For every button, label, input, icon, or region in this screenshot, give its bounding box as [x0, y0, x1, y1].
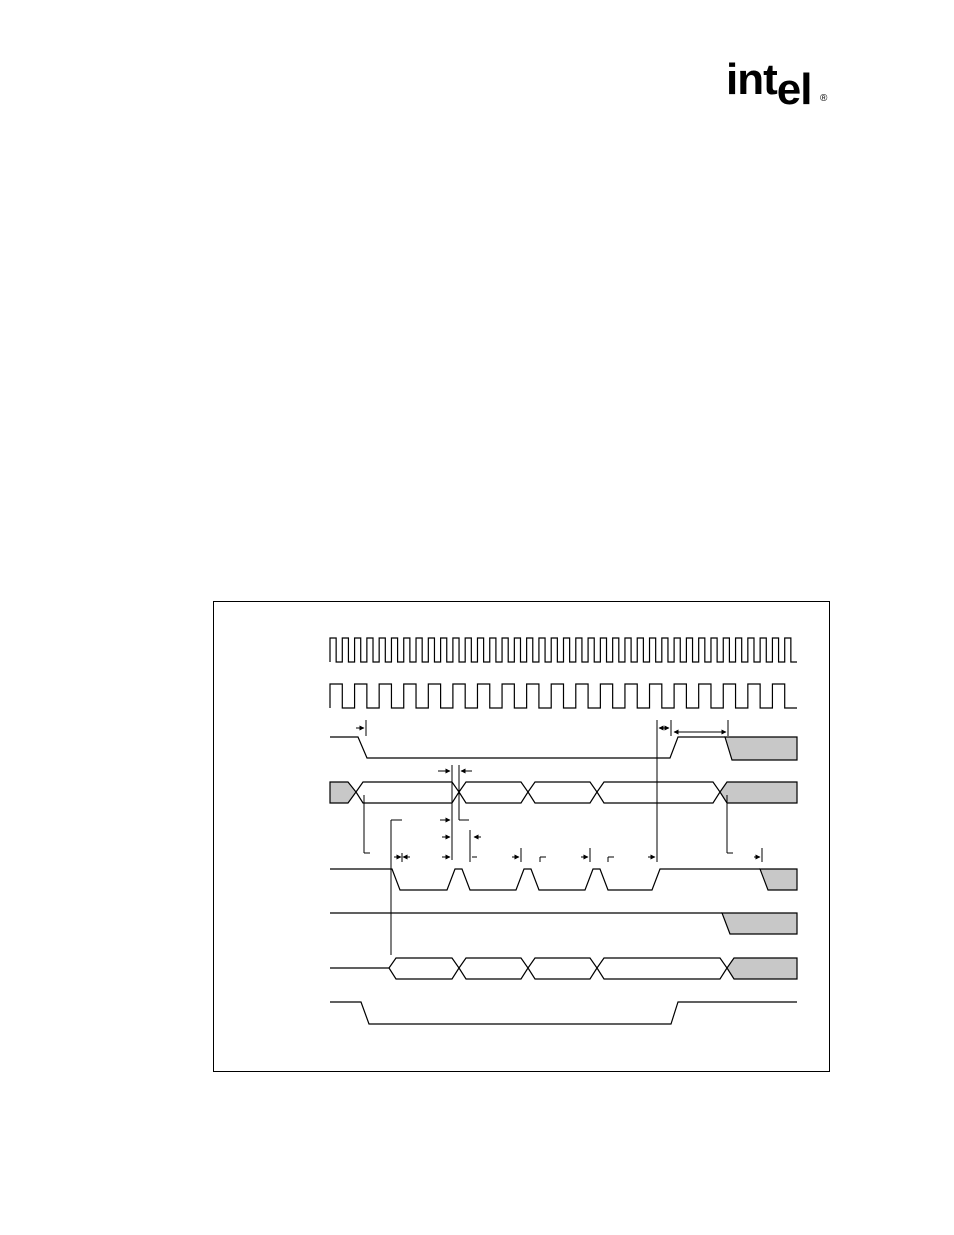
registered-symbol: ®: [820, 93, 828, 104]
chip-select-waveform: [330, 737, 797, 760]
slow-clock-waveform: [330, 684, 797, 708]
enable-waveform: [330, 1002, 797, 1024]
timing-markers: [356, 720, 762, 955]
logo-wordmark: intel: [726, 55, 812, 114]
strobe-read-waveform: [330, 869, 797, 890]
data-bus-waveform: [330, 958, 797, 979]
strobe-write-waveform: [330, 913, 797, 934]
fast-clock-waveform: [330, 638, 797, 662]
